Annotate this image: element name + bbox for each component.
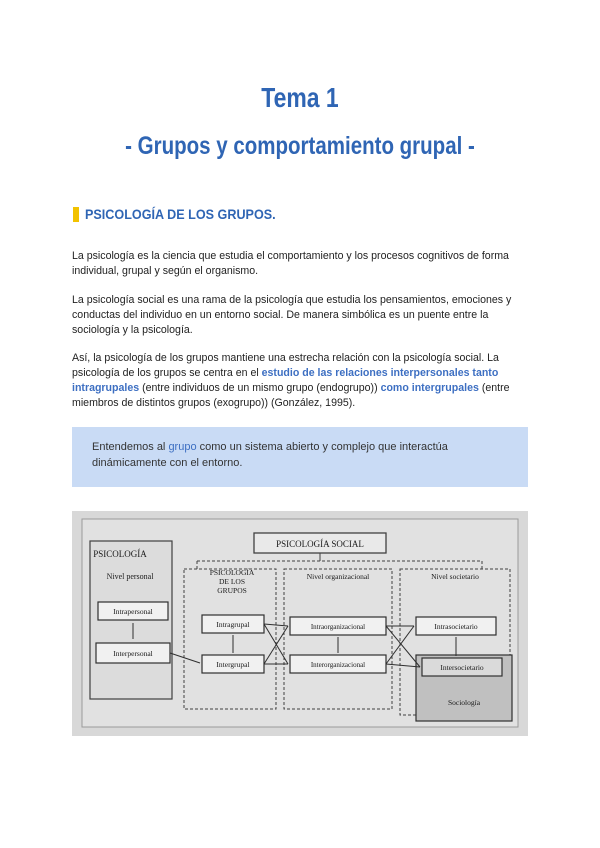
nivel-societario-label: Nivel societario <box>431 572 479 581</box>
intrasocietario-label: Intrasocietario <box>434 622 478 631</box>
psicologia-grupos-line1: PSICOLOGÍA <box>209 568 255 577</box>
psicologia-label: PSICOLOGÍA <box>93 549 147 559</box>
diagram-photo <box>72 511 528 736</box>
intraorganizacional-label: Intraorganizacional <box>310 623 366 631</box>
p3-text-c: (entre individuos de un mismo grupo (endogrupo)) <box>139 382 381 394</box>
section-title: PSICOLOGÍA DE LOS GRUPOS. <box>85 206 276 222</box>
interpersonal-label: Interpersonal <box>113 649 153 658</box>
sociologia-label: Sociología <box>447 698 481 707</box>
callout-text <box>92 439 512 471</box>
p3-highlight-intergrupales: como intergrupales <box>380 382 479 394</box>
intragrupal-label: Intragrupal <box>216 620 250 629</box>
nivel-personal-label: Nivel personal <box>106 572 154 581</box>
paragraph-3 <box>72 351 532 411</box>
page-subtitle: - Grupos y comportamiento grupal - <box>125 132 475 160</box>
callout-box <box>72 427 528 487</box>
psicologia-social-label: PSICOLOGÍA SOCIAL <box>276 539 364 549</box>
diagram-svg <box>72 511 528 736</box>
section-heading <box>73 206 297 222</box>
intergrupal-label: Intergrupal <box>216 660 250 669</box>
psicologia-grupos-line3: GRUPOS <box>217 586 247 595</box>
nivel-organizacional-label: Nivel organizacional <box>306 572 370 581</box>
section-number-marker <box>73 207 79 222</box>
paragraph-2: La psicología social es una rama de la psicología que estudia los pensamientos, emociones y conductas del individuo en un entorno social. De manera simbólica es un puente entre la sociología y la psicología. <box>72 294 512 336</box>
p3-text-a: Así, la psicología de los grupos mantiene una estrecha relación con la psicología social. La psicología de los grupos se centra en el <box>72 352 499 379</box>
callout-highlight-grupo: grupo <box>168 441 197 453</box>
intrapersonal-label: Intrapersonal <box>113 607 153 616</box>
interorganizacional-label: Interorganizacional <box>310 661 366 669</box>
paragraph-1: La psicología es la ciencia que estudia el comportamiento y los procesos cognitivos de forma individual, grupal y según el organismo. <box>72 250 509 277</box>
callout-text-c: como un sistema abierto y complejo que interactúa dinámicamente con el entorno. <box>92 441 448 469</box>
callout-text-a: Entendemos al <box>92 441 169 453</box>
psicologia-grupos-line2: DE LOS <box>218 577 246 586</box>
p3-highlight-intragrupales: estudio de las relaciones interpersonales tanto intragrupales <box>72 367 499 394</box>
p3-text-e: (entre miembros de distintos grupos (exogrupo)) (González, 1995). <box>72 382 510 409</box>
page-title: Tema 1 <box>261 82 339 113</box>
intersocietario-label: Intersocietario <box>440 663 484 672</box>
